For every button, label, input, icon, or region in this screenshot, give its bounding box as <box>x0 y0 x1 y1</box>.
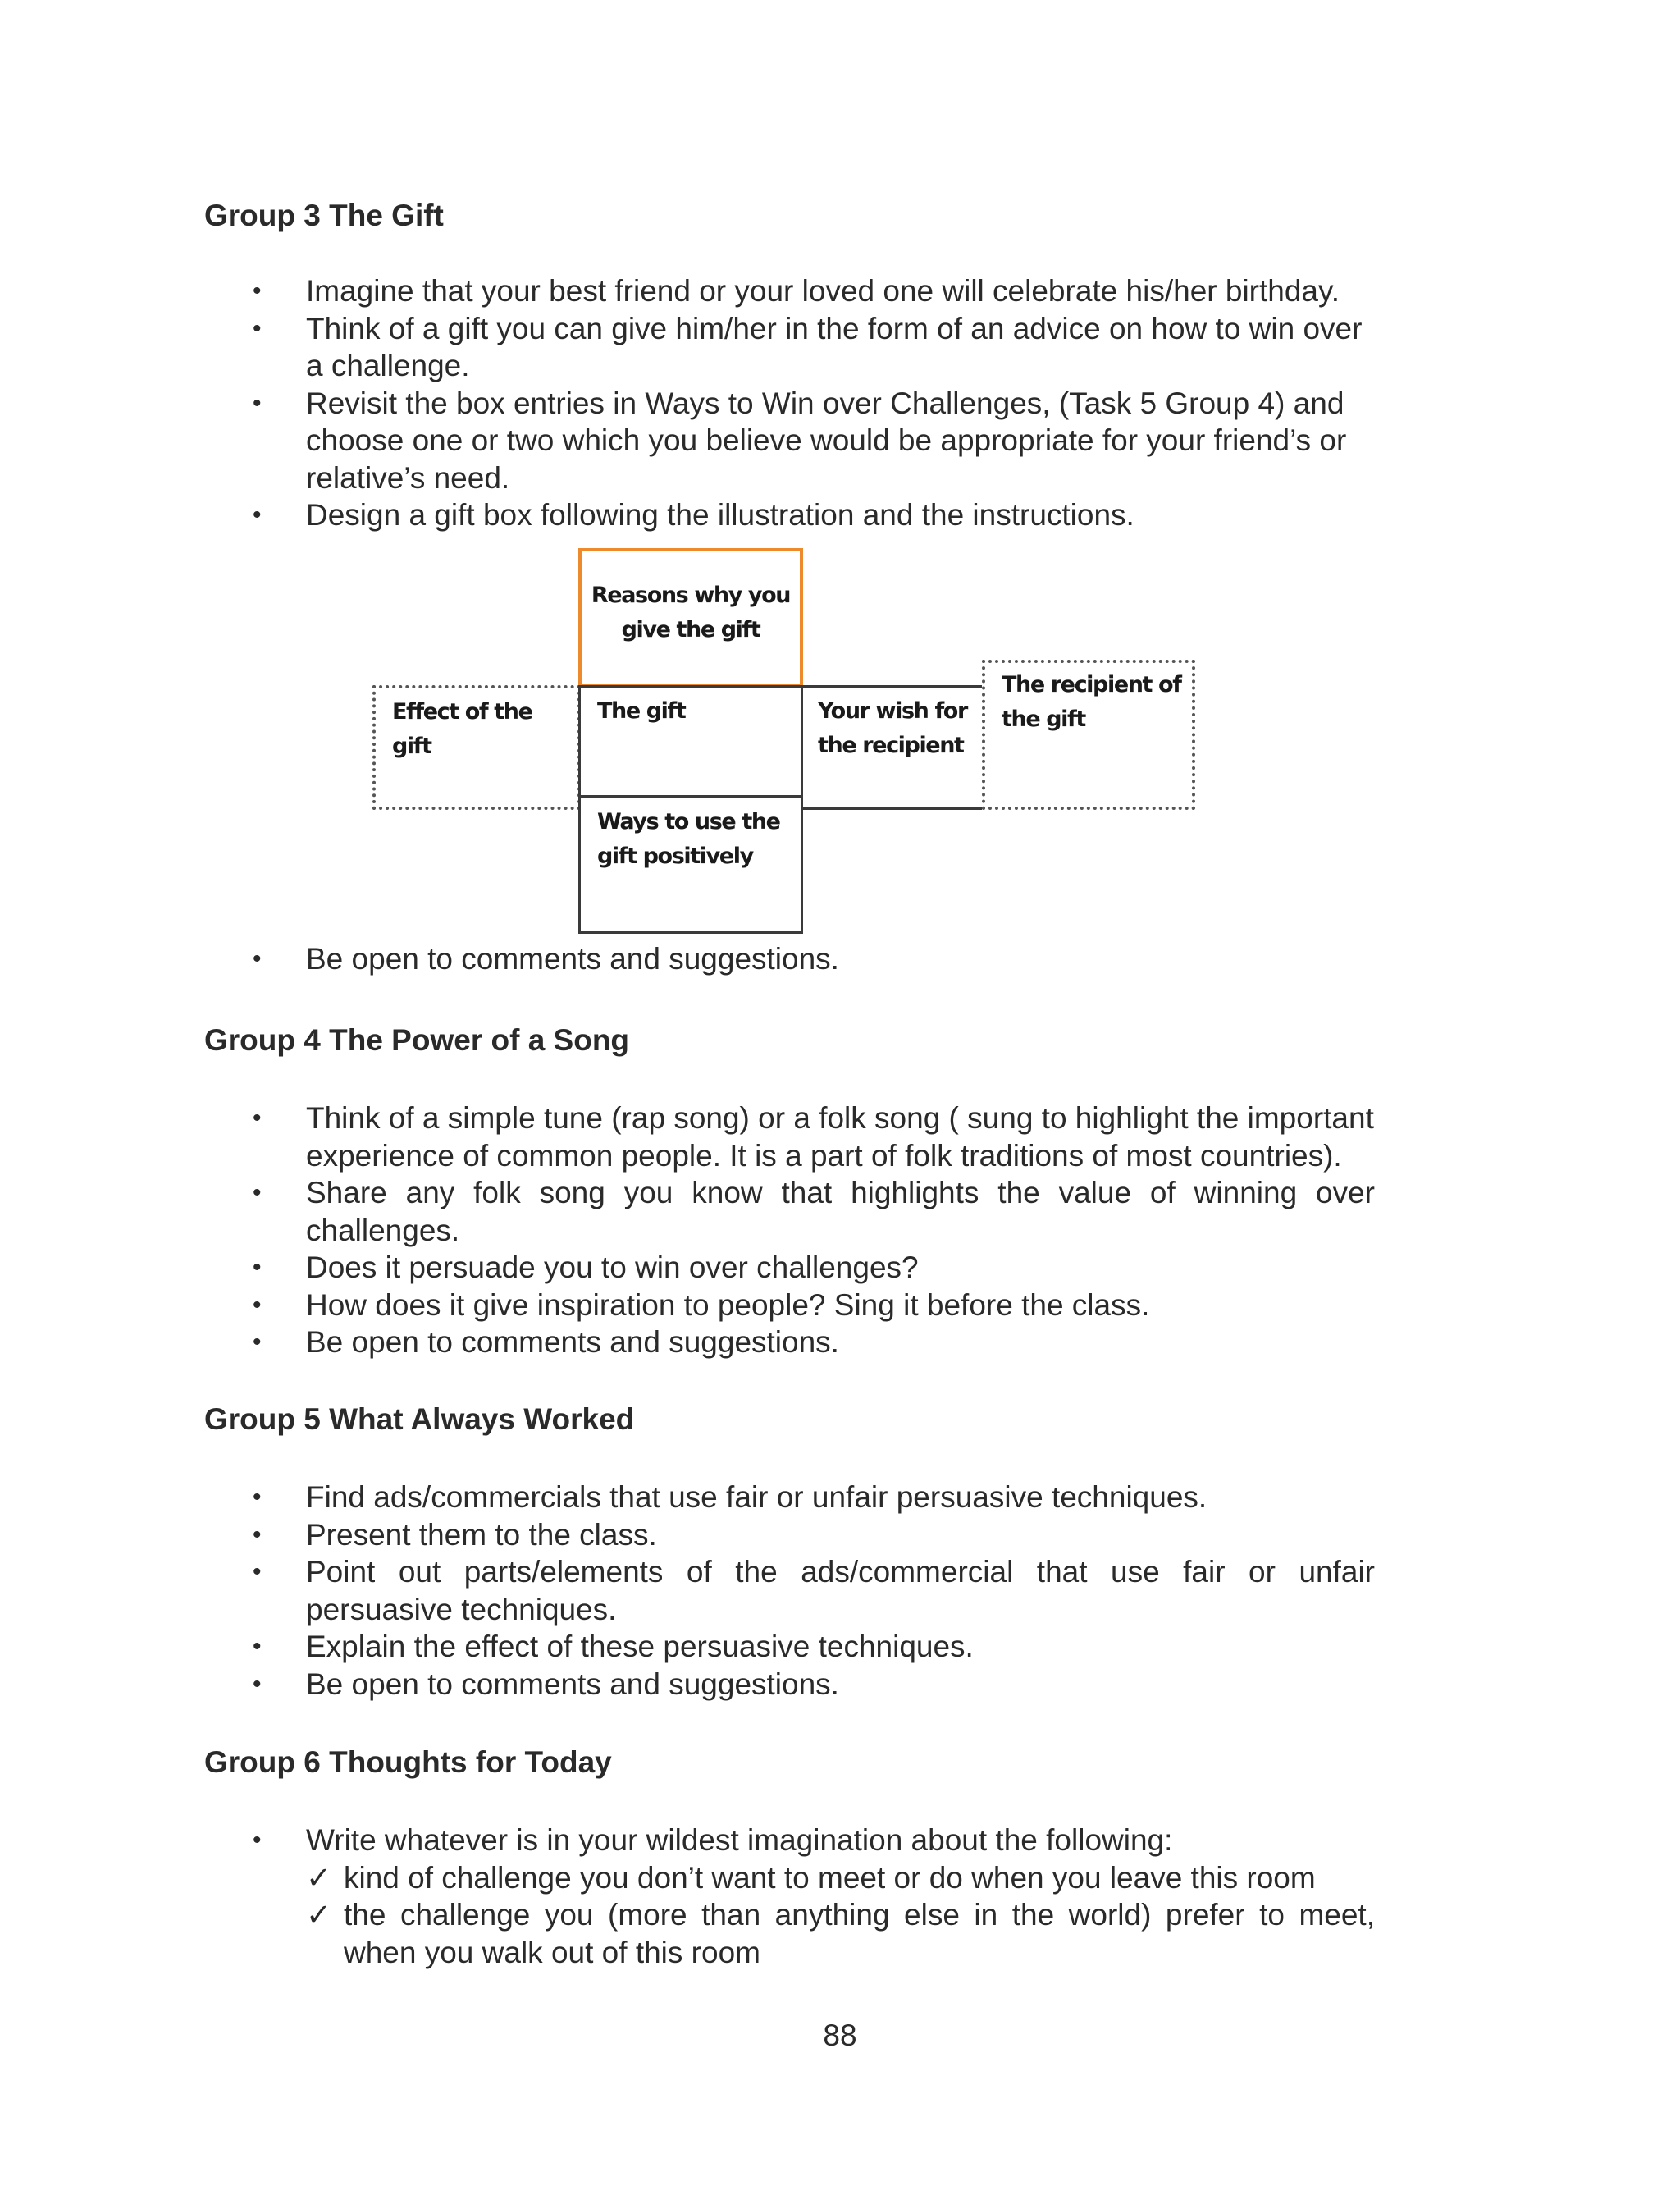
group3-closing-list <box>246 940 1375 978</box>
list-item-text: Think of a simple tune (rap song) or a folk song ( sung to highlight the important experience of common people. It is a part of folk traditions of most countries). <box>306 1101 1374 1173</box>
group3-bullet-list <box>246 272 1375 534</box>
bullet-icon: • <box>253 1633 262 1660</box>
group5-heading: Group 5 What Always Worked <box>204 1402 635 1436</box>
list-item <box>246 496 1375 534</box>
bullet-icon: • <box>253 1328 262 1356</box>
bullet-icon: • <box>253 945 262 972</box>
check-item <box>306 1859 1375 1897</box>
list-item-text: Be open to comments and suggestions. <box>306 942 839 976</box>
bullet-icon: • <box>253 314 262 342</box>
diagram-cell-gift: The gift <box>578 685 803 798</box>
list-item <box>246 940 1375 978</box>
list-item-text: Think of a gift you can give him/her in the form of an advice on how to win over a challenge. <box>306 311 1363 382</box>
group6-heading: Group 6 Thoughts for Today <box>204 1745 612 1779</box>
list-item-text: Revisit the box entries in Ways to Win over Challenges, (Task 5 Group 4) and choose one or two which you believe would be appropriate for your friend’s or relative’s need. <box>306 386 1347 495</box>
bullet-icon: • <box>253 1827 262 1854</box>
bullet-icon: • <box>253 1670 262 1698</box>
list-item <box>246 1324 1375 1361</box>
list-item <box>246 1516 1375 1554</box>
checkmark-icon: ✓ <box>306 1898 332 1932</box>
bullet-icon: • <box>253 1558 262 1585</box>
group4-bullet-list <box>246 1100 1375 1361</box>
bullet-icon: • <box>253 501 262 528</box>
list-item <box>246 272 1375 310</box>
list-item-text: Imagine that your best friend or your loved one will celebrate his/her birthday. <box>306 274 1340 308</box>
list-item <box>246 1553 1375 1628</box>
bullet-icon: • <box>253 1520 262 1548</box>
list-item-text: Present them to the class. <box>306 1517 657 1552</box>
group4-heading: Group 4 The Power of a Song <box>204 1023 630 1057</box>
list-item <box>246 310 1375 385</box>
list-item <box>246 1628 1375 1666</box>
check-item-text: the challenge you (more than anything else in the world) prefer to meet, when you walk out of this room <box>344 1898 1375 1969</box>
check-list <box>306 1859 1375 1972</box>
bullet-icon: • <box>253 1179 262 1206</box>
group5-bullet-list <box>246 1479 1375 1703</box>
list-item-text: Be open to comments and suggestions. <box>306 1667 839 1701</box>
page-number: 88 <box>823 2019 857 2052</box>
list-item <box>246 1666 1375 1703</box>
diagram-cell-ways: Ways to use the gift positively <box>578 796 803 934</box>
list-item-text: Explain the effect of these persuasive techniques. <box>306 1630 974 1663</box>
list-item-text: Find ads/commercials that use fair or unfair persuasive techniques. <box>306 1480 1208 1514</box>
check-item <box>306 1896 1375 1971</box>
list-item <box>246 1174 1375 1249</box>
list-item-text: Point out parts/elements of the ads/commercial that use fair or unfair persuasive techniques. <box>306 1555 1375 1626</box>
bullet-icon: • <box>253 277 262 304</box>
diagram-cell-effect: Effect of the gift <box>372 685 581 810</box>
list-item-text: How does it give inspiration to people? Sing it before the class. <box>306 1287 1150 1322</box>
list-item-text: Be open to comments and suggestions. <box>306 1325 839 1359</box>
check-item-text: kind of challenge you don’t want to meet or do when you leave this room <box>344 1860 1316 1895</box>
list-item <box>246 1822 1375 1971</box>
group6-bullet-list <box>246 1822 1375 1971</box>
bullet-icon: • <box>253 389 262 417</box>
list-item <box>246 1100 1375 1174</box>
list-item <box>246 1479 1375 1516</box>
list-item <box>246 385 1375 497</box>
list-item <box>246 1249 1375 1287</box>
gift-box-diagram <box>369 548 1198 935</box>
bullet-icon: • <box>253 1484 262 1511</box>
diagram-cell-wish: Your wish for the recipient <box>801 685 984 810</box>
bullet-icon: • <box>253 1254 262 1281</box>
group3-heading: Group 3 The Gift <box>204 199 444 232</box>
bullet-icon: • <box>253 1291 262 1319</box>
list-item-text: Write whatever is in your wildest imagination about the following: <box>306 1823 1173 1857</box>
list-item-text: Design a gift box following the illustration and the instructions. <box>306 498 1134 532</box>
checkmark-icon: ✓ <box>306 1860 332 1895</box>
diagram-cell-reasons: Reasons why you give the gift <box>578 548 803 688</box>
list-item <box>246 1287 1375 1324</box>
bullet-icon: • <box>253 1104 262 1132</box>
list-item-text: Share any folk song you know that highlights the value of winning over challenges. <box>306 1176 1375 1247</box>
diagram-cell-recipient: The recipient of the gift <box>982 660 1195 810</box>
list-item-text: Does it persuade you to win over challenges? <box>306 1250 919 1284</box>
